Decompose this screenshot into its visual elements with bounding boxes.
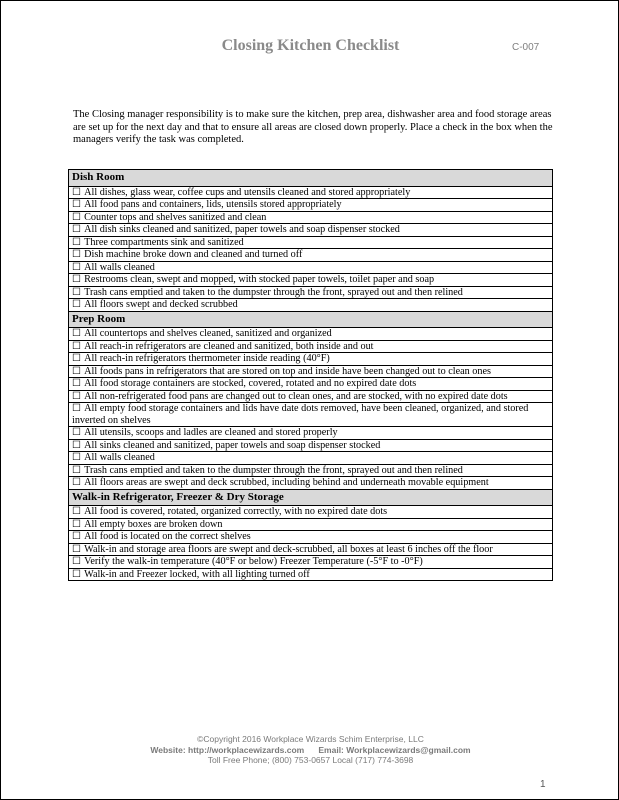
checklist-row bbox=[69, 211, 553, 224]
checklist-item-text: Restrooms clean, swept and mopped, with stocked paper towels, toilet paper and soap bbox=[84, 274, 435, 285]
checklist-item bbox=[69, 340, 553, 353]
checkbox-icon[interactable]: ☐ bbox=[72, 506, 82, 517]
checklist-item bbox=[69, 299, 553, 312]
section-title: Dish Room bbox=[69, 170, 553, 187]
checkbox-icon[interactable]: ☐ bbox=[72, 299, 82, 310]
checklist-item-text: Verify the walk-in temperature (40°F or below) Freezer Temperature (-5°F to -0°F) bbox=[84, 556, 423, 567]
checklist-item bbox=[69, 328, 553, 341]
checklist-row bbox=[69, 274, 553, 287]
footer-copyright: ©Copyright 2016 Workplace Wizards Schim Enterprise, LLC bbox=[197, 734, 424, 744]
checklist-item-text: All reach-in refrigerators are cleaned and sanitized, both inside and out bbox=[84, 340, 374, 352]
checklist-row bbox=[69, 286, 553, 299]
checklist-row bbox=[69, 543, 553, 556]
checklist-item bbox=[69, 452, 553, 465]
checklist-item bbox=[69, 286, 553, 299]
checkbox-icon[interactable]: ☐ bbox=[72, 249, 82, 260]
checklist-row bbox=[69, 518, 553, 531]
checklist-item-text: Walk-in and storage area floors are swept and deck-scrubbed, all boxes at least 6 inches off the floor bbox=[84, 543, 493, 555]
checkbox-icon[interactable]: ☐ bbox=[72, 390, 82, 402]
checkbox-icon[interactable]: ☐ bbox=[72, 365, 82, 377]
checklist-item-text: Counter tops and shelves sanitized and clean bbox=[84, 211, 267, 223]
checkbox-icon[interactable]: ☐ bbox=[72, 261, 82, 273]
checklist-item bbox=[69, 378, 553, 391]
checklist-row bbox=[69, 186, 553, 199]
checkbox-icon[interactable]: ☐ bbox=[72, 186, 82, 198]
checkbox-icon[interactable]: ☐ bbox=[72, 568, 82, 580]
checklist-item-text: Dish machine broke down and cleaned and turned off bbox=[84, 249, 303, 260]
page-number: 1 bbox=[540, 779, 546, 790]
intro-paragraph: The Closing manager responsibility is to make sure the kitchen, prep area, dishwasher area and food storage areas are set up for the next day and that to ensure all areas are closed down properly. Place a check in the box when the managers verify the task was completed. bbox=[73, 109, 553, 145]
section-title: Walk-in Refrigerator, Freezer & Dry Storage bbox=[69, 489, 553, 506]
checkbox-icon[interactable]: ☐ bbox=[72, 236, 82, 248]
checklist-item bbox=[69, 464, 553, 477]
checkbox-icon[interactable]: ☐ bbox=[72, 224, 82, 235]
checklist-item-text: All empty food storage containers and lids have date dots removed, have been cleaned, organized, and stored inverted on shelves bbox=[72, 403, 529, 426]
checklist-item bbox=[69, 531, 553, 544]
checklist-item-text: All reach-in refrigerators thermometer inside reading (40°F) bbox=[84, 353, 330, 364]
checklist-row bbox=[69, 378, 553, 391]
page-title: Closing Kitchen Checklist bbox=[221, 37, 400, 54]
checklist-row bbox=[69, 199, 553, 212]
checklist-item bbox=[69, 390, 553, 403]
checklist-item bbox=[69, 211, 553, 224]
checklist-item bbox=[69, 249, 553, 262]
section-title: Prep Room bbox=[69, 311, 553, 328]
footer bbox=[1, 734, 619, 766]
checklist-row bbox=[69, 506, 553, 519]
checklist-item bbox=[69, 199, 553, 212]
checklist-row bbox=[69, 340, 553, 353]
checklist-item-text: All foods pans in refrigerators that are stored on top and inside have been changed out to clean ones bbox=[84, 365, 491, 377]
checklist-row bbox=[69, 568, 553, 581]
checklist-row bbox=[69, 477, 553, 490]
checklist-item bbox=[69, 236, 553, 249]
checklist-item bbox=[69, 506, 553, 519]
checkbox-icon[interactable]: ☐ bbox=[72, 286, 82, 298]
checklist-item bbox=[69, 568, 553, 581]
checklist-row bbox=[69, 556, 553, 569]
checklist-item bbox=[69, 353, 553, 366]
document-code: C-007 bbox=[512, 42, 540, 53]
checklist-item bbox=[69, 365, 553, 378]
checklist-row bbox=[69, 353, 553, 366]
footer-phone: Toll Free Phone; (800) 753-0657 Local (717) 774-3698 bbox=[207, 755, 414, 765]
checklist-item-text: All walls cleaned bbox=[84, 261, 155, 273]
checklist-item-text: All countertops and shelves cleaned, sanitized and organized bbox=[84, 328, 332, 339]
checklist-item-text: Trash cans emptied and taken to the dumpster through the front, sprayed out and then relined bbox=[84, 286, 463, 298]
checklist-item-text: All dish sinks cleaned and sanitized, paper towels and soap dispenser stocked bbox=[84, 224, 400, 235]
checklist-item bbox=[69, 477, 553, 490]
checklist-row bbox=[69, 464, 553, 477]
checklist-row bbox=[69, 531, 553, 544]
checklist-item-text: All floors swept and decked scrubbed bbox=[84, 299, 238, 310]
checklist-item-text: Trash cans emptied and taken to the dumpster through the front, sprayed out and then relined bbox=[84, 464, 463, 476]
checklist-item-text: All food storage containers are stocked, covered, rotated and no expired date dots bbox=[84, 378, 417, 389]
section-header bbox=[69, 311, 553, 328]
checklist-item-text: All non-refrigerated food pans are changed out to clean ones, and are stocked, with no expired date dots bbox=[84, 390, 508, 402]
checklist-item-text: Three compartments sink and sanitized bbox=[84, 236, 244, 248]
checkbox-icon[interactable]: ☐ bbox=[72, 556, 82, 567]
checklist-item-text: All walls cleaned bbox=[84, 452, 155, 463]
checkbox-icon[interactable]: ☐ bbox=[72, 199, 82, 210]
checklist-item bbox=[69, 224, 553, 237]
checklist-row bbox=[69, 403, 553, 427]
checklist-item bbox=[69, 518, 553, 531]
checklist-row bbox=[69, 439, 553, 452]
checkbox-icon[interactable]: ☐ bbox=[72, 531, 82, 542]
checklist-item bbox=[69, 427, 553, 440]
checkbox-icon[interactable]: ☐ bbox=[72, 403, 82, 414]
checklist-item-text: All dishes, glass wear, coffee cups and utensils cleaned and stored appropriately bbox=[84, 186, 411, 198]
checkbox-icon[interactable]: ☐ bbox=[72, 543, 82, 555]
footer-contact: Website: http://workplacewizards.com Email: Workplacewizards@gmail.com bbox=[150, 744, 471, 755]
checklist-item bbox=[69, 439, 553, 452]
checkbox-icon[interactable]: ☐ bbox=[72, 427, 82, 438]
checklist-item bbox=[69, 261, 553, 274]
section-header bbox=[69, 489, 553, 506]
checklist-row bbox=[69, 249, 553, 262]
section-header bbox=[69, 170, 553, 187]
checkbox-icon[interactable]: ☐ bbox=[72, 518, 82, 530]
checkbox-icon[interactable]: ☐ bbox=[72, 211, 82, 223]
checkbox-icon[interactable]: ☐ bbox=[72, 464, 82, 476]
checklist-item bbox=[69, 274, 553, 287]
checklist-row bbox=[69, 299, 553, 312]
checklist-item-text: All sinks cleaned and sanitized, paper towels and soap dispenser stocked bbox=[84, 439, 381, 451]
checkbox-icon[interactable]: ☐ bbox=[72, 340, 82, 352]
checklist-item-text: All food pans and containers, lids, utensils stored appropriately bbox=[84, 199, 342, 210]
checklist-item-text: All food is located on the correct shelves bbox=[84, 531, 251, 542]
checklist-item-text: Walk-in and Freezer locked, with all lighting turned off bbox=[84, 568, 310, 580]
checkbox-icon[interactable]: ☐ bbox=[72, 452, 82, 463]
checklist-item bbox=[69, 403, 553, 427]
checkbox-icon[interactable]: ☐ bbox=[72, 353, 82, 364]
checkbox-icon[interactable]: ☐ bbox=[72, 378, 82, 389]
checkbox-icon[interactable]: ☐ bbox=[72, 477, 82, 488]
checklist-row bbox=[69, 390, 553, 403]
checklist-item-text: All floors areas are swept and deck scrubbed, including behind and underneath movable equipment bbox=[84, 477, 489, 488]
checklist-row bbox=[69, 236, 553, 249]
checkbox-icon[interactable]: ☐ bbox=[72, 274, 82, 285]
checklist-item-text: All food is covered, rotated, organized correctly, with no expired date dots bbox=[84, 506, 388, 517]
checklist-item bbox=[69, 556, 553, 569]
checkbox-icon[interactable]: ☐ bbox=[72, 328, 82, 339]
checklist-row bbox=[69, 261, 553, 274]
checklist-item bbox=[69, 543, 553, 556]
checklist-row bbox=[69, 452, 553, 465]
checklist-row bbox=[69, 224, 553, 237]
checklist-row bbox=[69, 427, 553, 440]
checklist-item bbox=[69, 186, 553, 199]
checklist-item-text: All empty boxes are broken down bbox=[84, 518, 223, 530]
checklist-table bbox=[68, 169, 553, 581]
checklist-item-text: All utensils, scoops and ladles are cleaned and stored properly bbox=[84, 427, 338, 438]
checklist-row bbox=[69, 365, 553, 378]
checkbox-icon[interactable]: ☐ bbox=[72, 439, 82, 451]
checklist-row bbox=[69, 328, 553, 341]
